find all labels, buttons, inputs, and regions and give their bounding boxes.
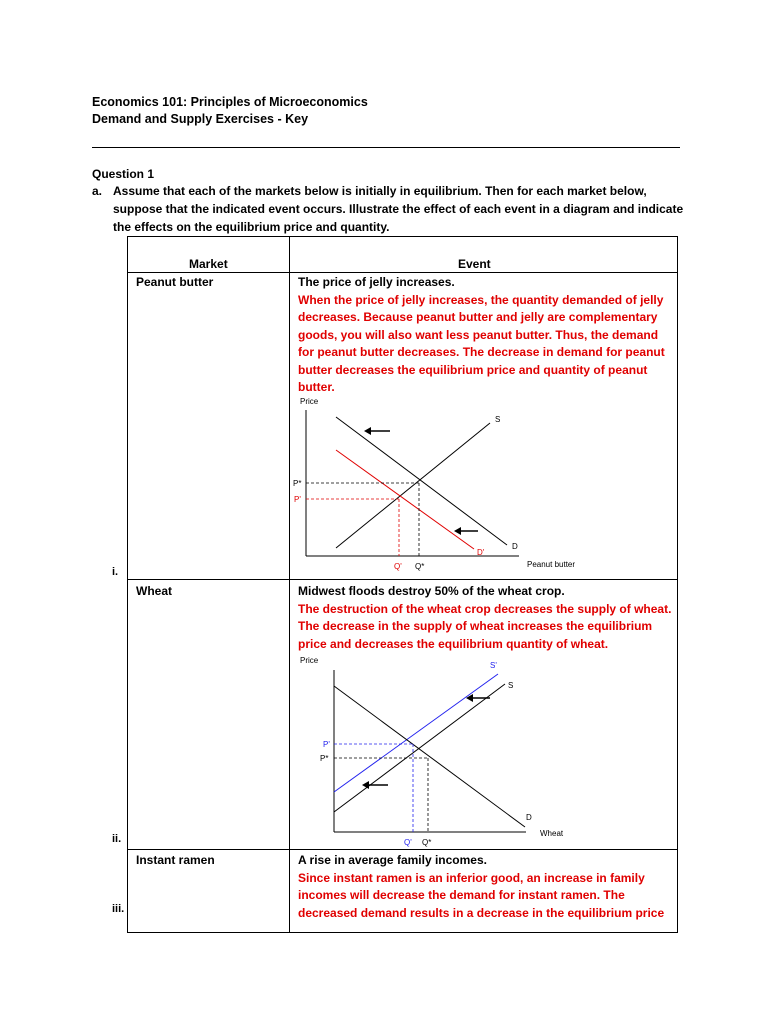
- q-star-label: Q*: [415, 562, 425, 571]
- column-divider: [289, 237, 290, 932]
- supply-label: S: [495, 415, 501, 424]
- answer-text: When the price of jelly increases, the quantity demanded of jelly decreases. Because peanut butter and jelly are complementary goods, you will also want less peanut butter. Thus, the demand for peanut butter decreases. The decrease in demand for peanut butter decreases the equilibrium price and quantity of peanut butter.: [298, 292, 665, 394]
- demand-curve: [334, 686, 525, 827]
- question-label: Question 1: [92, 167, 155, 181]
- supply-curve: [336, 423, 490, 548]
- p-new-label: P': [294, 495, 301, 504]
- supply-label: S: [508, 681, 514, 690]
- event-text: A rise in average family incomes.: [298, 853, 487, 867]
- row-numeral-iii: iii.: [112, 903, 125, 915]
- row-divider: [128, 579, 677, 580]
- x-axis-label: Wheat: [540, 829, 564, 838]
- part-a-label: a.: [92, 184, 103, 198]
- arrow-left-icon: [454, 527, 478, 535]
- document-title: Demand and Supply Exercises - Key: [92, 112, 309, 126]
- part-a-text: Assume that each of the markets below is initially in equilibrium. Then for each market below, suppose that the indicated event occurs. Illustrate the effect of each event in a diagram and indicate the effects on the equilibrium price and quantity.: [113, 184, 684, 234]
- arrow-left-icon: [466, 694, 490, 702]
- arrow-left-icon: [364, 427, 390, 435]
- column-header-event: Event: [458, 257, 491, 271]
- event-text: Midwest floods destroy 50% of the wheat crop.: [298, 584, 565, 598]
- y-axis-label: Price: [300, 397, 319, 406]
- event-text: The price of jelly increases.: [298, 275, 455, 289]
- event-cell: [298, 583, 676, 653]
- row-numeral-ii: ii.: [112, 833, 122, 845]
- header-rule: [92, 147, 680, 148]
- event-cell: [298, 852, 676, 922]
- answer-text: Since instant ramen is an inferior good, an increase in family incomes will decrease the demand for instant ramen. The decreased demand results in a decrease in the equilibrium price: [298, 870, 665, 920]
- p-star-label: P*: [320, 754, 329, 763]
- y-axis-label: Price: [300, 656, 319, 665]
- supply-new-label: S': [490, 661, 497, 670]
- demand-label: D: [512, 542, 518, 551]
- q-new-label: Q': [404, 838, 412, 847]
- answer-text: The destruction of the wheat crop decreases the supply of wheat. The decrease in the supply of wheat increases the equilibrium price and decreases the equilibrium quantity of wheat.: [298, 601, 672, 651]
- row-numeral-i: i.: [112, 566, 119, 578]
- q-new-label: Q': [394, 562, 402, 571]
- p-new-label: P': [323, 740, 330, 749]
- event-cell: [298, 274, 676, 397]
- demand-curve: [336, 417, 507, 545]
- row-divider: [128, 272, 677, 273]
- demand-new-label: D': [477, 548, 485, 557]
- peanut-butter-diagram: [293, 395, 576, 575]
- column-header-market: Market: [189, 257, 228, 271]
- demand-label: D: [526, 813, 532, 822]
- market-instant-ramen: Instant ramen: [136, 853, 215, 867]
- market-peanut-butter: Peanut butter: [136, 275, 214, 289]
- market-event-table: [127, 236, 678, 933]
- course-title: Economics 101: Principles of Microeconomics: [92, 95, 368, 109]
- wheat-diagram: [292, 652, 562, 852]
- q-star-label: Q*: [422, 838, 432, 847]
- p-star-label: P*: [293, 479, 302, 488]
- supply-curve-new: [334, 674, 498, 792]
- x-axis-label: Peanut butter: [527, 560, 576, 569]
- market-wheat: Wheat: [136, 584, 172, 598]
- demand-curve-new: [336, 450, 474, 549]
